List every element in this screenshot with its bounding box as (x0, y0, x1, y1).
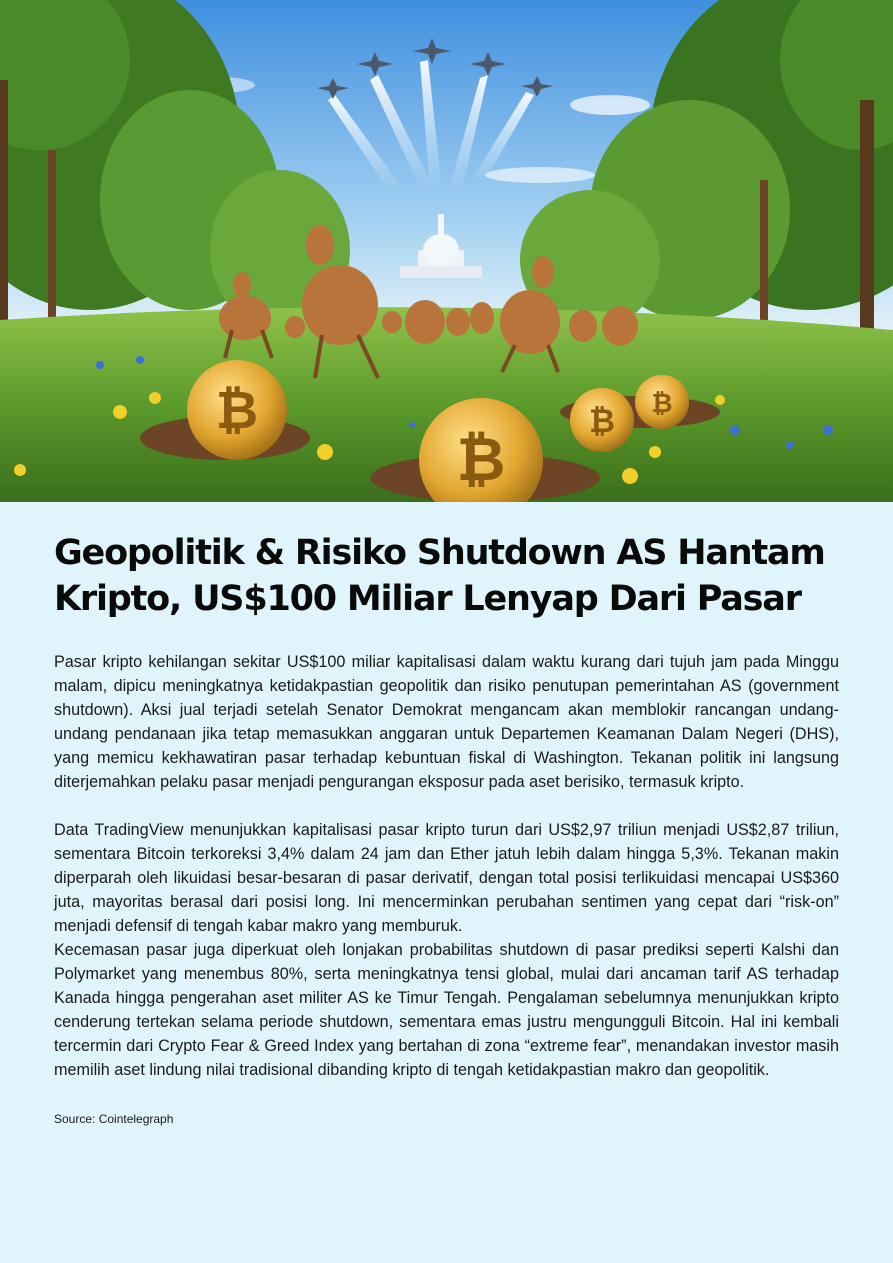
svg-text:₿: ₿ (456, 425, 506, 495)
source-credit: Source: Cointelegraph (54, 1112, 174, 1126)
svg-text:₿: ₿ (588, 402, 616, 440)
svg-text:₿: ₿ (651, 389, 673, 419)
hero-illustration (0, 0, 893, 502)
article-title: Geopolitik & Risiko Shutdown AS Hantam Kripto, US$100 Miliar Lenyap Dari Pasar (54, 533, 825, 619)
article-paragraph-2: Data TradingView menunjukkan kapitalisasi pasar kripto turun dari US$2,97 triliun menjadi US$2,87 triliun, sementara Bitcoin terkoreksi 3,4% dalam 24 jam dan Ether jatuh lebih dalam hingga 5,3%. Tekanan makin diperparah oleh likuidasi besar-besaran di pasar derivatif, dengan total posisi terlikuidasi mencapai US$360 juta, mayoritas berasal dari posisi long. Ini mencerminkan perubahan sentimen yang cepat dari “risk-on” menjadi defensif di tengah kabar makro yang memburuk. (54, 821, 839, 935)
article (0, 530, 893, 1126)
svg-text:₿: ₿ (215, 381, 259, 441)
hero-image (0, 0, 893, 502)
article-paragraph-3: Kecemasan pasar juga diperkuat oleh lonjakan probabilitas shutdown di pasar prediksi seperti Kalshi dan Polymarket yang menembus 80%, serta meningkatnya tensi global, mulai dari ancaman tarif AS terhadap Kanada hingga pengerahan aset militer AS ke Timur Tengah. Pengalaman sebelumnya menunjukkan kripto cenderung tertekan selama periode shutdown, sementara emas justru mengungguli Bitcoin. Hal ini kembali tercermin dari Crypto Fear & Greed Index yang bertahan di zona “extreme fear”, menandakan investor masih memilih aset lindung nilai tradisional dibanding kripto di tengah ketidakpastian makro dan geopolitik. (54, 941, 839, 1079)
article-paragraph-1: Pasar kripto kehilangan sekitar US$100 miliar kapitalisasi dalam waktu kurang dari tujuh jam pada Minggu malam, dipicu meningkatnya ketidakpastian geopolitik dan risiko penutupan pemerintahan AS (government shutdown). Aksi jual terjadi setelah Senator Demokrat mengancam akan memblokir rancangan undang-undang pendanaan jika tetap memasukkan anggaran untuk Departemen Keamanan Dalam Negeri (DHS), yang memicu kekhawatiran pasar terhadap kebuntuan fiskal di Washington. Tekanan politik ini langsung diterjemahkan pelaku pasar menjadi pengurangan eksposur pada aset berisiko, termasuk kripto. (54, 653, 839, 791)
